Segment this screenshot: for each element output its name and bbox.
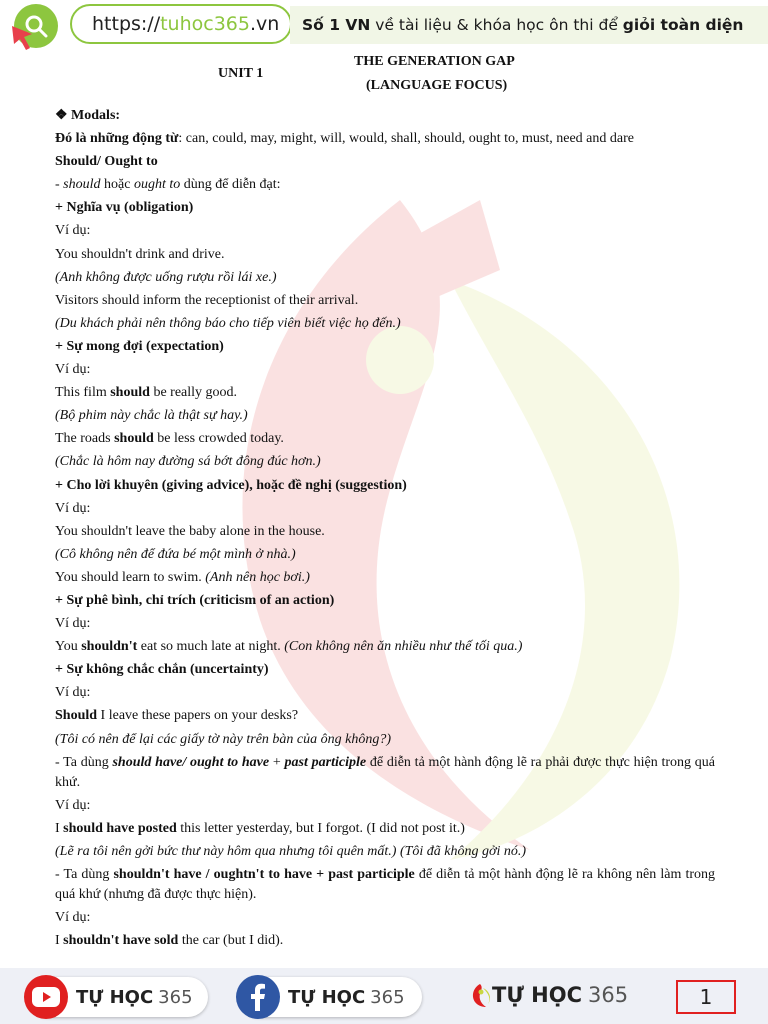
- translation: (Tôi có nên để lại các giấy tờ này trên bàn của ông không?): [55, 731, 392, 747]
- brand-name: TỰ HỌC: [76, 986, 154, 1008]
- brand-number: 365: [158, 986, 193, 1008]
- url-suffix: .vn: [249, 13, 280, 35]
- translation: (Cô không nên để đứa bé một mình ở nhà.): [55, 546, 296, 562]
- text-bold: shouldn't have sold: [63, 933, 179, 948]
- tagline-mid: về tài liệu & khóa học ôn thi để: [370, 16, 623, 34]
- facebook-icon-circle: [236, 975, 280, 1019]
- text-italic: (Con không nên ăn nhiều như thế tối qua.): [284, 639, 523, 655]
- example-label: Ví dụ:: [55, 909, 91, 925]
- example-label: Ví dụ:: [55, 797, 91, 813]
- text-bold: should: [110, 385, 150, 401]
- text-run: You should learn to swim.: [55, 569, 206, 585]
- unit-label: UNIT 1: [218, 66, 264, 81]
- example-label: Ví dụ:: [55, 685, 91, 701]
- rule-paragraph: [55, 863, 715, 906]
- translation: (Anh không được uống rượu rồi lái xe.): [55, 269, 277, 285]
- page-number: 1: [676, 980, 736, 1014]
- text-run: This film: [55, 385, 111, 401]
- text-run: be less crowded today.: [153, 431, 284, 447]
- youtube-icon: [31, 986, 61, 1008]
- subheading: + Sự không chắc chắn (uncertainty): [55, 662, 269, 678]
- text-run: hoặc: [100, 177, 134, 193]
- text-bold: Should: [55, 708, 98, 724]
- example-label: Ví dụ:: [55, 500, 91, 516]
- example-sentence: [55, 704, 715, 727]
- tagline-bold-2: giỏi toàn diện: [622, 16, 744, 34]
- text-line: [55, 173, 715, 196]
- header-bar: [0, 0, 768, 52]
- brand-name: TỰ HỌC: [288, 986, 366, 1008]
- text-run: I: [55, 820, 64, 836]
- text-run: - Ta dùng: [55, 754, 113, 770]
- text-run: I: [55, 933, 64, 948]
- text-run: I leave these papers on your desks?: [97, 708, 299, 724]
- text-run: be really good.: [149, 385, 238, 401]
- example-sentence: [55, 817, 715, 840]
- page-subtitle: (LANGUAGE FOCUS): [366, 78, 508, 93]
- example-sentence: Visitors should inform the receptionist of their arrival.: [55, 292, 359, 308]
- text-line: [55, 127, 715, 150]
- text-run: The roads: [55, 431, 115, 447]
- tagline: [290, 6, 768, 44]
- subheading: + Sự mong đợi (expectation): [55, 338, 224, 354]
- text-bold-italic: should have/ ought to have: [112, 754, 270, 770]
- text-bold: should: [114, 431, 154, 447]
- text-italic: (Anh nên học bơi.): [205, 569, 310, 585]
- subheading: Should/ Ought to: [55, 154, 158, 170]
- text-bold: should have posted: [63, 820, 177, 836]
- example-sentence: [55, 381, 715, 404]
- tagline-bold-1: Số 1 VN: [302, 16, 371, 34]
- footer-bar: [0, 968, 768, 1024]
- example-label: Ví dụ:: [55, 362, 91, 378]
- example-sentence: You shouldn't leave the baby alone in the house.: [55, 523, 325, 539]
- brand-name: TỰ HỌC: [492, 983, 583, 1007]
- text-run: -: [55, 177, 64, 193]
- text-run: để diễn tả một hành động lẽ ra phải được thực hiện trong quá khứ.: [55, 754, 715, 790]
- footer-brand-logo: [470, 982, 628, 1008]
- text-run: You: [55, 639, 82, 655]
- text-run: : can, could, may, might, will, would, shall, should, ought to, must, need and dare: [178, 131, 634, 147]
- translation: (Du khách phải nên thông báo cho tiếp viên biết việc họ đến.): [55, 315, 401, 331]
- example-label: Ví dụ:: [55, 223, 91, 239]
- text-run: dùng để diễn đạt:: [180, 177, 281, 193]
- translation: (Lẽ ra tôi nên gởi bức thư này hôm qua nhưng tôi quên mất.) (Tôi đã không gởi nó.): [55, 843, 527, 859]
- document-body: [55, 104, 715, 952]
- example-sentence: [55, 427, 715, 450]
- text-run: eat so much late at night.: [137, 639, 285, 655]
- text-bold: shouldn't have / oughtn't to have + past participle: [113, 866, 415, 882]
- text-run: the car (but I did).: [178, 933, 284, 948]
- translation: (Bộ phim này chắc là thật sự hay.): [55, 408, 248, 424]
- tuhoc365-logo-icon: [470, 982, 492, 1008]
- example-sentence: [55, 635, 715, 658]
- example-label: Ví dụ:: [55, 616, 91, 632]
- section-heading: ❖ Modals:: [55, 108, 121, 123]
- brand-number: 365: [588, 983, 629, 1007]
- example-sentence: You shouldn't drink and drive.: [55, 246, 225, 262]
- subheading: + Cho lời khuyên (giving advice), hoặc đề nghị (suggestion): [55, 477, 407, 493]
- text-bold-italic: past participle: [284, 754, 367, 770]
- text-italic: ought to: [133, 177, 181, 193]
- facebook-icon: [250, 983, 266, 1011]
- youtube-link[interactable]: [28, 977, 208, 1017]
- brand-number: 365: [370, 986, 405, 1008]
- rule-paragraph: [55, 751, 715, 794]
- text-run: this letter yesterday, but I forgot. (I did not post it.): [176, 820, 465, 836]
- subheading: + Nghĩa vụ (obligation): [55, 200, 194, 216]
- text-bold: Đó là những động từ: [55, 131, 179, 147]
- cursor-arrow-icon: [8, 22, 38, 52]
- youtube-icon-circle: [24, 975, 68, 1019]
- facebook-link[interactable]: [240, 977, 422, 1017]
- subheading: + Sự phê bình, chỉ trích (criticism of an action): [55, 592, 335, 608]
- text-run: - Ta dùng: [55, 866, 114, 882]
- page-title: THE GENERATION GAP: [354, 54, 515, 69]
- text-italic: should: [63, 177, 101, 193]
- url-domain: tuhoc365: [160, 13, 250, 35]
- text-run: +: [269, 754, 285, 770]
- translation: (Chắc là hôm nay đường sá bớt đông đúc hơn.): [55, 454, 321, 470]
- text-bold: shouldn't: [81, 639, 138, 655]
- url-prefix: https://: [92, 13, 161, 35]
- text-run: để diễn tả một hành động lẽ ra không nên làm trong quá khứ (nhưng đã được thực hiện).: [55, 866, 715, 902]
- site-url-link[interactable]: [70, 4, 292, 44]
- example-sentence: [55, 929, 715, 952]
- example-sentence: [55, 566, 715, 589]
